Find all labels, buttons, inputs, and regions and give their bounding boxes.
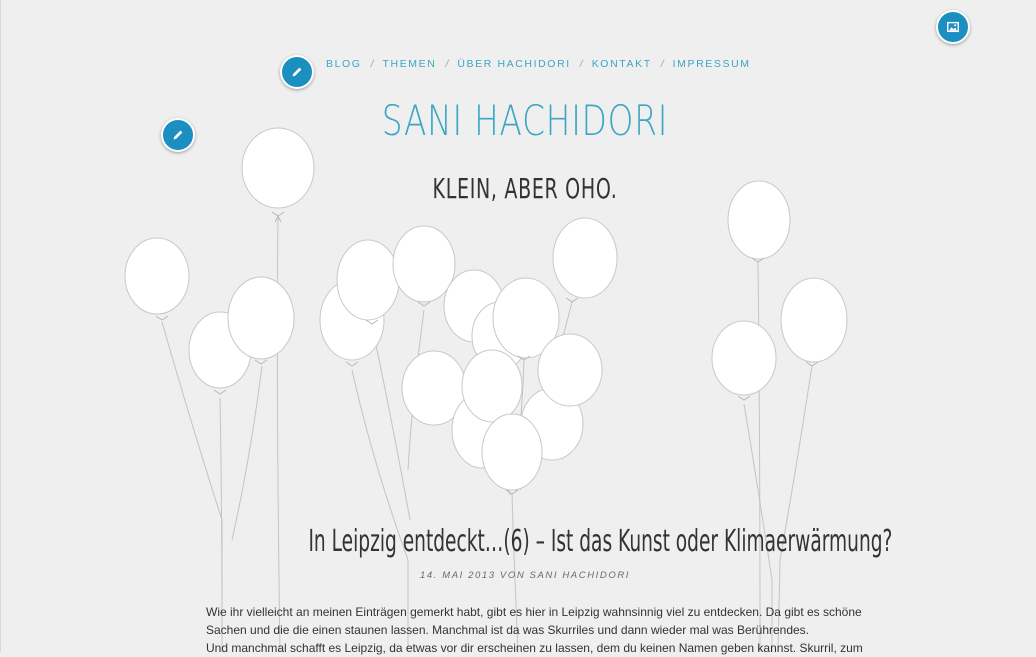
post-meta: 14. MAI 2013 VON SANI HACHIDORI (419, 570, 631, 581)
nav-separator: / (445, 58, 449, 70)
site-title[interactable]: SANI HACHIDORI (381, 96, 669, 145)
post-title[interactable]: In Leipzig entdeckt…(6) – Ist das Kunst oder Klimaerwärmung? (308, 524, 893, 559)
edit-header-button[interactable] (161, 118, 195, 152)
pencil-icon (290, 65, 304, 79)
post-paragraph-line: Sachen und die die einen staunen lassen. Manchmal ist da was Skurriles und dann wieder mal was Berührendes. (206, 623, 810, 637)
image-icon (946, 20, 960, 34)
post-paragraph-line: Und manchmal schafft es Leipzig, da etwas vor dir erscheinen zu lassen, dem du keinen Namen geben kannst. Skurril, zum (206, 641, 863, 655)
edit-background-image-button[interactable] (936, 10, 970, 44)
nav-separator: / (370, 58, 374, 70)
nav-link-ueber-hachidori[interactable]: ÜBER HACHIDORI (457, 58, 571, 70)
nav-separator: / (660, 58, 664, 70)
nav-link-themen[interactable]: THEMEN (382, 58, 437, 70)
nav-link-blog[interactable]: BLOG (326, 58, 362, 70)
nav-link-kontakt[interactable]: KONTAKT (591, 58, 652, 70)
nav-link-impressum[interactable]: IMPRESSUM (672, 58, 751, 70)
pencil-icon (171, 128, 185, 142)
edit-menu-button[interactable] (280, 55, 314, 89)
post-body (206, 603, 863, 657)
nav-separator: / (579, 58, 583, 70)
post-paragraph-line: Wie ihr vielleicht an meinen Einträgen gemerkt habt, gibt es hier in Leipzig wahnsinnig viel zu entdecken. Da gibt es schöne (206, 605, 862, 619)
site-tagline: KLEIN, ABER OHO. (432, 172, 618, 205)
main-navigation (326, 56, 751, 72)
